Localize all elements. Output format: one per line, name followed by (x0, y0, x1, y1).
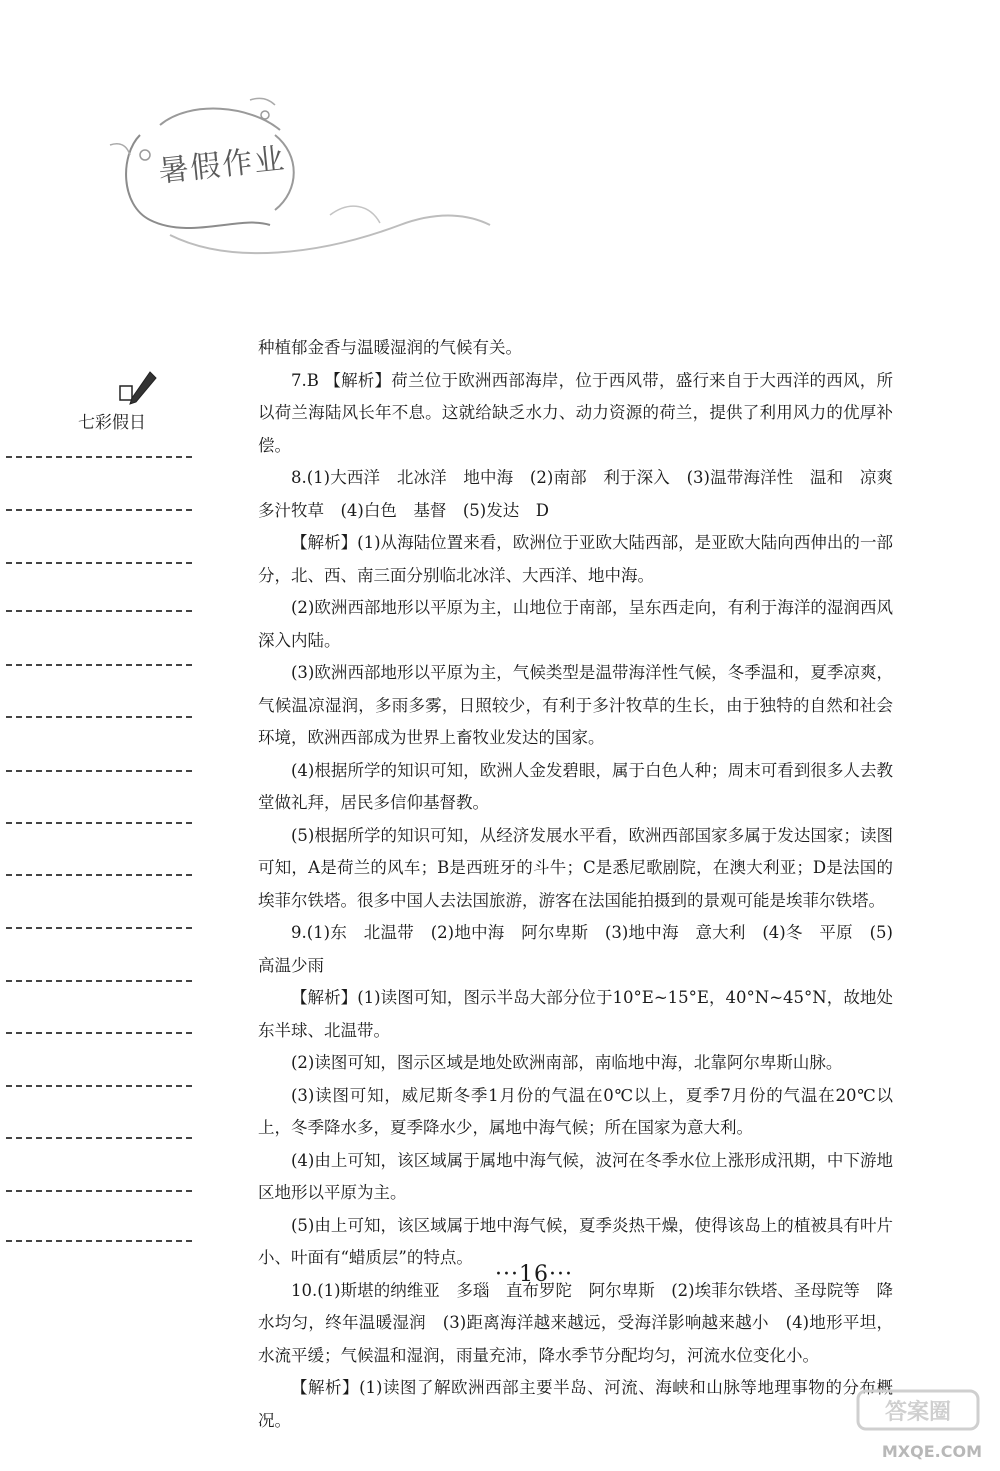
sidebar-label: 七彩假日 (78, 413, 146, 433)
note-line (6, 1085, 192, 1087)
paragraph: (2)读图可知，图示区域是地处欧洲南部，南临地中海，北靠阿尔卑斯山脉。 (291, 1053, 843, 1072)
paragraph: (3)读图可知，威尼斯冬季1月份的气温在0℃以上，夏季7月份的气温在20℃以上，冬季降水多，夏季降水少，属地中海气候；所在国家为意大利。 (258, 1085, 893, 1137)
paragraph: 8.(1)大西洋 北冰洋 地中海 (2)南部 利于深入 (3)温带海洋性 温和 凉爽 多汁牧草 (4)白色 基督 (5)发达 D (258, 468, 910, 520)
paragraph: (4)根据所学的知识可知，欧洲人金发碧眼，属于白色人种；周末可看到很多人去教堂做礼拜，居民多信仰基督教。 (258, 760, 893, 812)
note-line (6, 1190, 192, 1192)
watermark-logo-text: 答案圈 (884, 1400, 952, 1425)
paragraph: 7.B 【解析】荷兰位于欧洲西部海岸，位于西风带，盛行来自于大西洋的西风，所以荷兰海陆风长年不息。这就给缺乏水力、动力资源的荷兰，提供了利用风力的优厚补偿。 (258, 370, 893, 455)
notes-sidebar (0, 370, 200, 1270)
note-line (6, 1240, 192, 1242)
note-line (6, 770, 192, 772)
note-line (6, 1137, 192, 1139)
paragraph: 9.(1)东 北温带 (2)地中海 阿尔卑斯 (3)地中海 意大利 (4)冬 平原 (5)高温少雨 (258, 923, 893, 975)
watermark-text: MXQE.COM (881, 1442, 982, 1461)
note-line (6, 874, 192, 876)
note-line (6, 980, 192, 982)
note-line (6, 456, 192, 458)
paragraph: 【解析】(1)读图可知，图示半岛大部分位于10°E~15°E，40°N~45°N，故地处东半球、北温带。 (258, 988, 893, 1040)
answer-content (258, 332, 910, 1437)
paragraph: (2)欧洲西部地形以平原为主，山地位于南部，呈东西走向，有利于海洋的湿润西风深入内陆。 (258, 598, 893, 650)
page-number: ···16··· (495, 1262, 573, 1287)
logo-title: 暑假作业 (156, 141, 288, 190)
paragraph: (5)由上可知，该区域属于地中海气候，夏季炎热干燥，使得该岛上的植被具有叶片小、叶面有“蜡质层”的特点。 (258, 1215, 893, 1267)
note-line (6, 664, 192, 666)
paragraph: 种植郁金香与温暖湿润的气候有关。 (258, 338, 522, 357)
paragraph: (5)根据所学的知识可知，从经济发展水平看，欧洲西部国家多属于发达国家；读图可知，A是荷兰的风车；B是西班牙的斗牛；C是悉尼歌剧院，在澳大利亚；D是法国的埃菲尔铁塔。很多中国人去法国旅游，游客在法国能拍摄到的景观可能是埃菲尔铁塔。 (258, 825, 893, 910)
paragraph: (3)欧洲西部地形以平原为主，气候类型是温带海洋性气候，冬季温和，夏季凉爽，气候温凉湿润，多雨多雾，日照较少，有利于多汁牧草的生长，由于独特的自然和社会环境，欧洲西部成为世界上畜牧业发达的国家。 (258, 663, 893, 747)
note-line (6, 509, 192, 511)
paragraph: 【解析】(1)从海陆位置来看，欧洲位于亚欧大陆西部，是亚欧大陆向西伸出的一部分，北、西、南三面分别临北冰洋、大西洋、地中海。 (258, 533, 893, 585)
note-line (6, 610, 192, 612)
note-line (6, 1032, 192, 1034)
paragraph: (4)由上可知，该区域属于属地中海气候，波河在冬季水位上涨形成汛期，中下游地区地形以平原为主。 (258, 1150, 893, 1202)
note-line (6, 927, 192, 929)
note-line (6, 822, 192, 824)
note-line (6, 716, 192, 718)
paragraph: 【解析】(1)读图了解欧洲西部主要半岛、河流、海峡和山脉等地理事物的分布概况。 (258, 1378, 893, 1430)
note-line (6, 562, 192, 564)
paragraph: 10.(1)斯堪的纳维亚 多瑙 直布罗陀 阿尔卑斯 (2)埃菲尔铁塔、圣母院等 降水均匀，终年温暖湿润 (3)距离海洋越来越远，受海洋影响越来越小 (4)地形平坦，水流平缓；气候温和湿润，雨量充沛，降水季节分配均匀，河流水位变化小。 (258, 1280, 893, 1365)
